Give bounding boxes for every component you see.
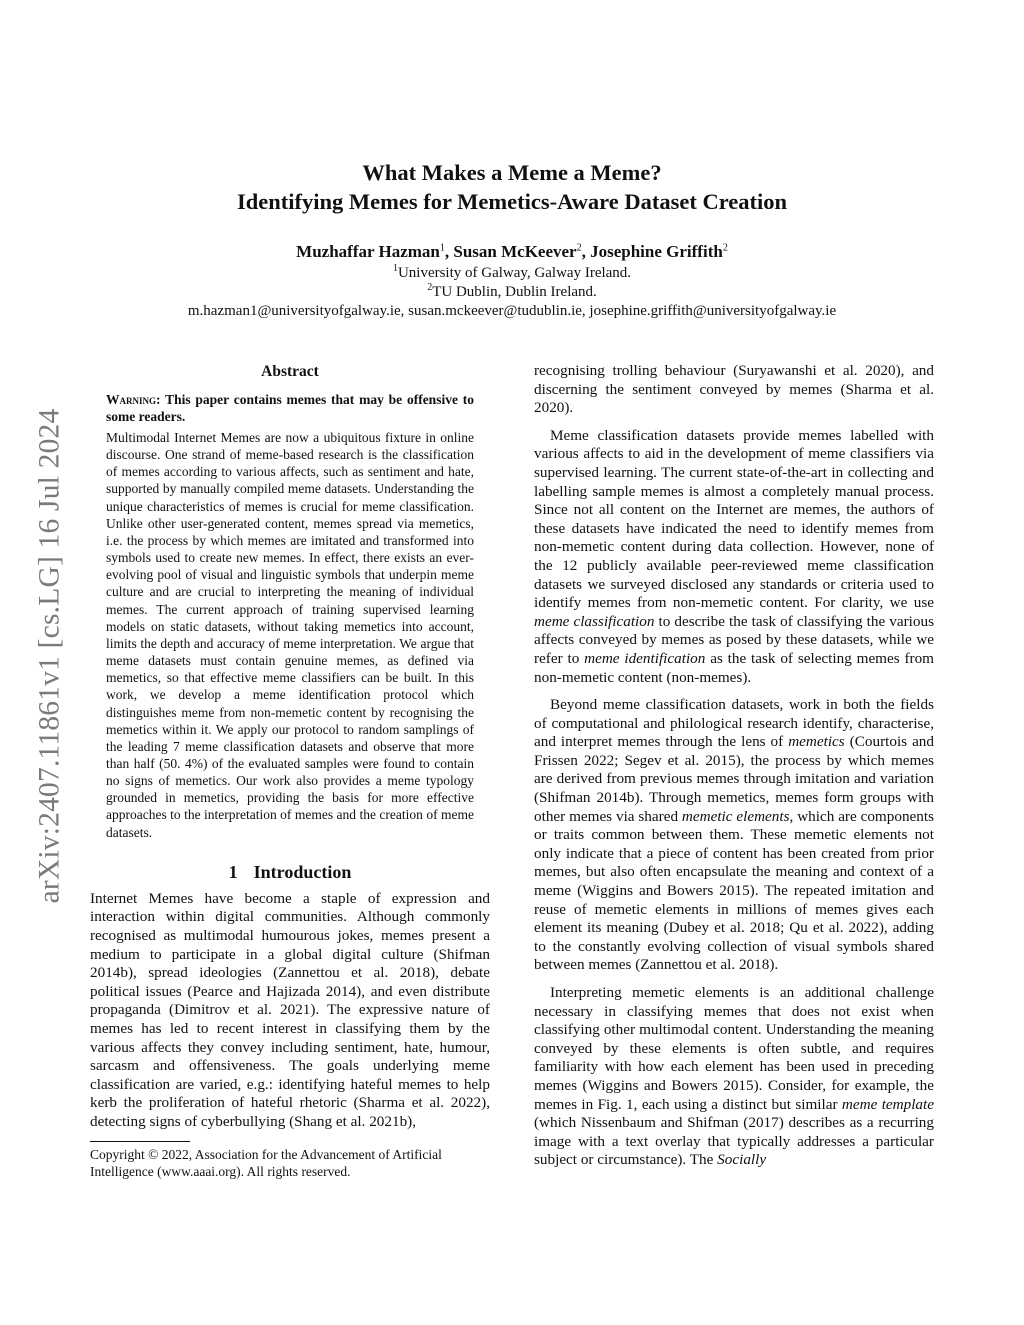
emphasis-term: memetic elements bbox=[681, 807, 790, 825]
affiliation-mark: 2 bbox=[427, 282, 433, 293]
abstract-block bbox=[90, 362, 490, 841]
arxiv-side-identifier bbox=[28, 368, 72, 944]
text-run: Beyond meme classification datasets, work in both the fields of computational and philological research identify, characterise, and interpret memes through the lens of bbox=[534, 696, 934, 751]
paper-title-line-2: Identifying Memes for Memetics-Aware Dataset Creation bbox=[236, 189, 788, 214]
affiliation-mark: 1 bbox=[392, 263, 398, 274]
copyright-notice: Copyright © 2022, Association for the Advancement of Artificial Intelligence (www.aaai.org). All rights reserved. bbox=[90, 1147, 442, 1180]
body-paragraph bbox=[534, 984, 934, 1170]
paper-title-line-1: What Makes a Meme a Meme? bbox=[362, 160, 662, 185]
emphasis-term: meme classification bbox=[534, 612, 655, 630]
warning-label: Warning bbox=[106, 392, 157, 407]
body-paragraph bbox=[534, 427, 934, 687]
text-run: (Courtois and Frissen 2022; Segev et al. 2015), the process by which memes are derived from previous memes through imitation and variation (Shifman 2014b). Through memetics, memes form groups with other memes via shared bbox=[534, 733, 934, 825]
emphasis-term: meme identification bbox=[584, 649, 706, 667]
intro-paragraph: Internet Memes have become a staple of expression and interaction within digital communities. Although commonly recognised as multimodal humourous jokes, memes present a medium to participate in a global digital culture (Shifman 2014b), spread ideologies (Zannettou et al. 2018), debate political issues (Pearce and Hajizada 2014), and even distribute propaganda (Dimitrov et al. 2021). The expressive nature of memes has led to recent interest in classifying them by the various affects they convey including sentiment, hate, humour, sarcasm and offensiveness. The goals underlying meme classification are varied, e.g.: identifying hateful memes to help kerb the proliferation of hateful rhetoric (Sharma et al. 2022), detecting signs of cyberbullying (Shang et al. 2021b), bbox=[90, 889, 490, 1130]
text-run: as the task of selecting memes from non-memetic content (non-memes). bbox=[534, 649, 934, 686]
author-separator: , bbox=[581, 242, 591, 261]
content-warning bbox=[106, 391, 474, 425]
text-run: (which Nissenbaum and Shifman (2017) describes as a recurring image with a text overlay that typically addresses a particular subject or circumstance). The bbox=[534, 1114, 934, 1169]
section-number: 1 bbox=[228, 861, 238, 882]
affiliation-2 bbox=[0, 283, 1024, 302]
paper-header bbox=[0, 158, 1024, 321]
right-column bbox=[534, 362, 934, 1179]
emphasis-term: meme template bbox=[841, 1095, 934, 1113]
body-paragraph: recognising trolling behaviour (Suryawanshi et al. 2020), and discerning the sentiment conveyed by memes (Sharma et al. 2020). bbox=[534, 362, 934, 417]
author-affiliation-mark: 2 bbox=[576, 242, 582, 254]
section-heading-introduction bbox=[90, 861, 490, 883]
body-paragraph bbox=[534, 696, 934, 975]
emphasis-term: memetics bbox=[788, 733, 845, 751]
author-name: Josephine Griffith bbox=[590, 242, 723, 261]
affiliation-text: University of Galway, Galway Ireland. bbox=[397, 265, 632, 281]
author-separator: , bbox=[444, 242, 454, 261]
footnote-rule bbox=[90, 1141, 190, 1142]
warning-text: : This paper contains memes that may be offensive to some readers. bbox=[106, 392, 474, 424]
emphasis-term: Socially bbox=[717, 1151, 767, 1169]
author-list bbox=[0, 240, 1024, 264]
text-run: Interpreting memetic elements is an additional challenge necessary in classifying memes that does not exist when classifying other multimodal content. Understanding the meaning conveyed by these elements is often subtle, and requires familiarity with how each element has been used in preceding memes (Wiggins and Bowers 2015). Consider, for example, the memes in Fig. 1, each using a distinct but similar bbox=[534, 984, 934, 1113]
affiliation-text: TU Dublin, Dublin Ireland. bbox=[432, 284, 597, 300]
author-emails: m.hazman1@universityofgalway.ie, susan.mckeever@tudublin.ie, josephine.griffith@universityofgalway.ie bbox=[187, 303, 837, 319]
author-name: Susan McKeever bbox=[453, 242, 577, 261]
abstract-heading: Abstract bbox=[261, 363, 319, 380]
abstract-text: Multimodal Internet Memes are now a ubiquitous fixture in online discourse. One strand of meme-based research is the classification of memes according to various affects, such as sentiment and hate, supported by manually compiled meme datasets. Understanding the unique characteristics of memes is crucial for meme classification. Unlike other user-generated content, memes spread via memetics, i.e. the process by which memes are imitated and transformed into symbols used to create new memes. In effect, there exists an ever-evolving pool of visual and linguistic symbols that underpin meme culture and are crucial to interpreting the meaning of individual memes. The current approach of training supervised learning models on static datasets, without taking memetics into account, limits the depth and accuracy of meme interpretation. We argue that meme datasets must contain genuine memes, as defined via memetics, so that effective meme classifiers can be built. In this work, we develop a meme identification protocol which distinguishes meme from non-memetic content by recognising the memetics within it. We apply our protocol to random samplings of the leading 7 meme classification datasets and observe that more than half (50. 4%) of the evaluated samples were found to contain no signs of memetics. Our work also provides a meme typology grounded in memetics, providing the basis for more effective approaches to the interpretation of memes and the creation of meme datasets. bbox=[106, 430, 474, 840]
author-affiliation-mark: 1 bbox=[439, 242, 445, 254]
section-title: Introduction bbox=[253, 861, 352, 882]
arxiv-id-text: arXiv:2407.11861v1 [cs.LG] 16 Jul 2024 bbox=[33, 408, 66, 904]
author-name: Muzhaffar Hazman bbox=[296, 242, 440, 261]
left-column bbox=[90, 362, 490, 1180]
author-affiliation-mark: 2 bbox=[722, 242, 728, 254]
text-run: , which are components or traits common between them. These memetic elements not only indicate that a piece of content has been created from prior memes, but also often encapsulate the meaning and context of a meme (Wiggins and Bowers 2015). The repeated imitation and reuse of memetic elements in millions of memes gives each element its meaning (Dubey et al. 2018; Qu et al. 2022), adding to the constantly evolving collection of visual symbols shared between memes (Zannettou et al. 2018). bbox=[534, 807, 934, 974]
text-run: Meme classification datasets provide memes labelled with various affects to aid in the development of meme classifiers via supervised learning. The current state-of-the-art in collecting and labelling sample memes is almost a completely manual process. Since not all content on the Internet are memes, the authors of these datasets have indicated the need to identify memes from non-memetic content during data collection. However, none of the 12 publicly available peer-reviewed meme classification datasets we surveyed disclosed any standards or criteria used to identify memes from non-memetic content. For clarity, we use bbox=[534, 426, 934, 612]
affiliation-1 bbox=[0, 264, 1024, 283]
text-run: to describe the task of classifying the various affects conveyed by memes as posed by these datasets, while we refer to bbox=[534, 612, 934, 667]
